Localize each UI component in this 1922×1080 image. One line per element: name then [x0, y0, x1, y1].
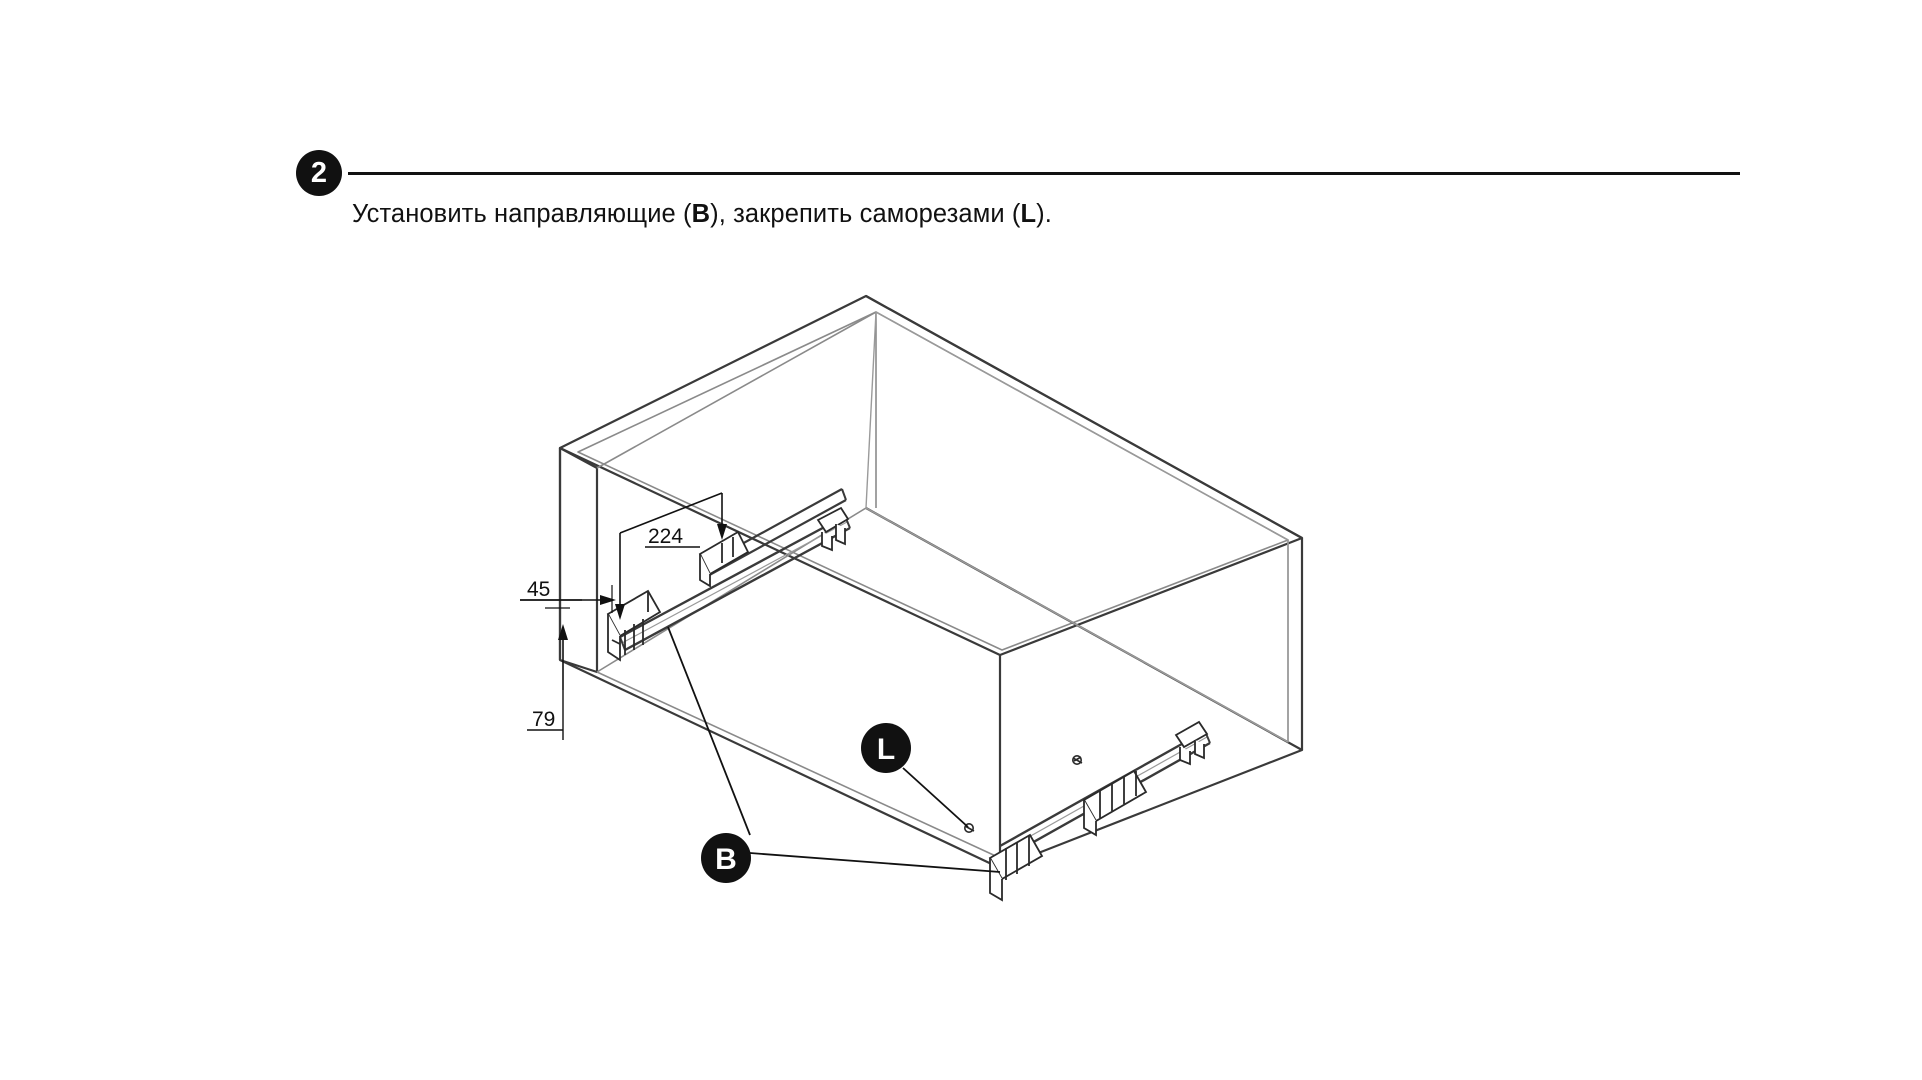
cabinet-carcass: [560, 296, 1302, 868]
callout-b-label: B: [715, 843, 737, 876]
drawer-slide-right: [990, 722, 1210, 900]
dim-224-arrow-right: [717, 524, 727, 540]
cabinet-back-top-edge: [866, 296, 1302, 538]
dimension-label-45: 45: [527, 578, 551, 601]
slide-right-rear-bracket: [1176, 722, 1207, 764]
step-caption-prefix: Установить направляющие (: [352, 200, 692, 228]
step-caption-part-b: B: [691, 200, 711, 228]
slide-left-front-bracket: [608, 591, 660, 660]
screw-marks: [965, 756, 1082, 832]
callout-l: [861, 723, 968, 827]
callout-l-label: L: [876, 733, 896, 766]
cabinet-left-inner-face: [597, 312, 876, 468]
step-caption-middle: ), закрепить саморезами (: [710, 200, 1021, 228]
drawer-slide-left: [608, 508, 850, 660]
dim-45-arrow: [600, 595, 616, 605]
step-caption-part-l: L: [1020, 200, 1037, 228]
dimension-label-224: 224: [648, 525, 684, 548]
callout-b-leader-upper: [668, 627, 750, 835]
dimension-label-79: 79: [532, 708, 556, 731]
step-caption-suffix: ).: [1036, 200, 1052, 228]
slide-left-rear-end: [842, 489, 846, 500]
cabinet-inner-opening: [866, 312, 1288, 742]
step-number-badge: 2: [296, 150, 342, 196]
screw-icon-right: [1073, 756, 1082, 764]
cabinet-bottom-panel-front: [597, 672, 1000, 858]
slide-right-front-bracket: [990, 835, 1042, 900]
callout-b-leader-lower: [750, 853, 1000, 872]
